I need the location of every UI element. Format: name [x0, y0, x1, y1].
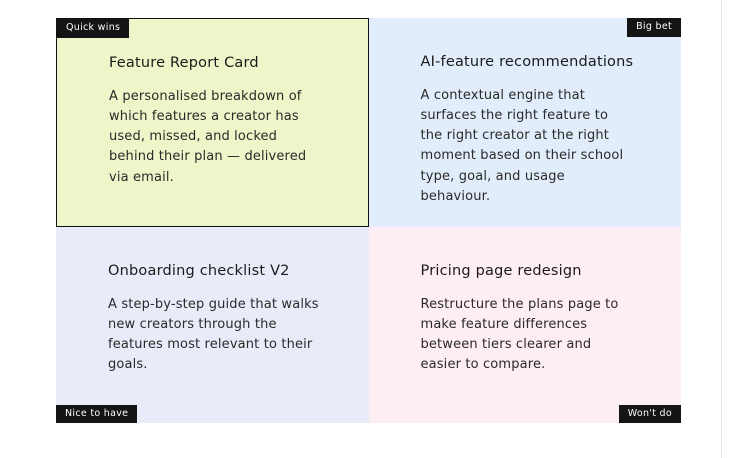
card-body-big-bet: A contextual engine that surfaces the right feature to the right creator at the right moment based on their school type, goal, and usage behaviour. [420, 88, 624, 204]
quadrant-quick-wins[interactable] [56, 18, 369, 227]
card-body-quick-wins: A personalised breakdown of which features a creator has used, missed, and locked behind their plan — delivered via email. [109, 89, 307, 185]
card-body-nice-to-have: A step-by-step guide that walks new creators through the features most relevant to their goals. [108, 296, 319, 373]
quadrant-label-big-bet: Big bet [627, 18, 681, 37]
quadrant-label-quick-wins: Quick wins [57, 19, 129, 38]
prioritisation-matrix [56, 18, 681, 423]
quadrant-big-bet[interactable] [369, 18, 682, 227]
quadrant-nice-to-have[interactable] [56, 227, 369, 423]
quadrant-label-wont-do: Won't do [619, 405, 681, 424]
card-title-quick-wins: Feature Report Card [109, 55, 259, 71]
quadrant-wont-do[interactable] [369, 227, 682, 423]
quadrant-label-nice-to-have: Nice to have [56, 405, 137, 424]
card-body-wont-do: Restructure the plans page to make feature differences between tiers clearer and easier to compare. [420, 296, 619, 373]
card-title-nice-to-have: Onboarding checklist V2 [108, 262, 290, 279]
card-title-big-bet: AI-feature recommendations [420, 54, 634, 70]
page-edge-divider [721, 0, 722, 458]
card-title-wont-do: Pricing page redesign [420, 262, 582, 279]
